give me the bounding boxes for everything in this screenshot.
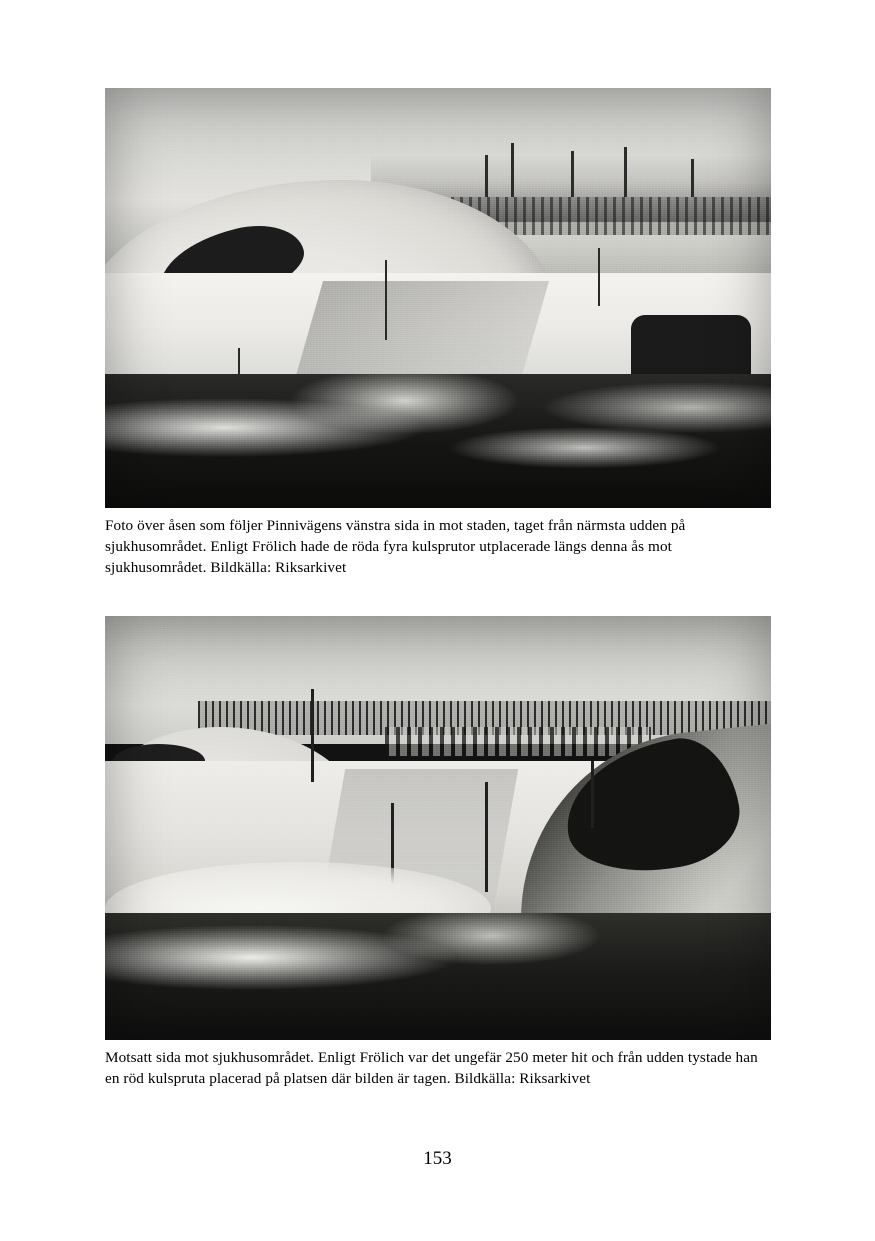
factory-chimney	[624, 147, 627, 197]
foreground-slope	[105, 374, 771, 508]
utility-pole	[591, 761, 594, 829]
foreground-slope	[105, 913, 771, 1040]
utility-pole	[598, 248, 600, 307]
building-shed	[631, 315, 751, 378]
factory-chimney	[511, 143, 514, 198]
figure-caption: Motsatt sida mot sjukhusområdet. Enligt Frölich var det ungefär 250 meter hit och från udden tystade han en röd kulspruta placerad på platsen där bilden är tagen. Bildkälla: Riksarkivet	[105, 1049, 758, 1088]
page-number: 153	[423, 1148, 452, 1169]
utility-pole	[485, 782, 488, 892]
village-buildings	[385, 727, 651, 757]
photo-ridge-pinnivagen	[105, 88, 771, 508]
utility-pole	[311, 689, 314, 782]
figure-spacer	[105, 578, 770, 616]
photo-opposite-side-hospital-area	[105, 616, 771, 1040]
factory-chimney	[571, 151, 574, 197]
factory-chimney	[691, 159, 694, 197]
figure-2	[105, 616, 771, 1090]
utility-pole	[385, 260, 387, 340]
figure-1	[105, 88, 771, 578]
factory-chimney	[485, 155, 488, 197]
figure-caption: Foto över åsen som följer Pinnivägens vänstra sida in mot staden, taget från närmsta udden på sjukhusområdet. Enligt Frölich hade de röda fyra kulsprutor utplacerade längs denna ås mot sjukhusområdet. Bildkälla: Riksarkivet	[105, 517, 686, 576]
